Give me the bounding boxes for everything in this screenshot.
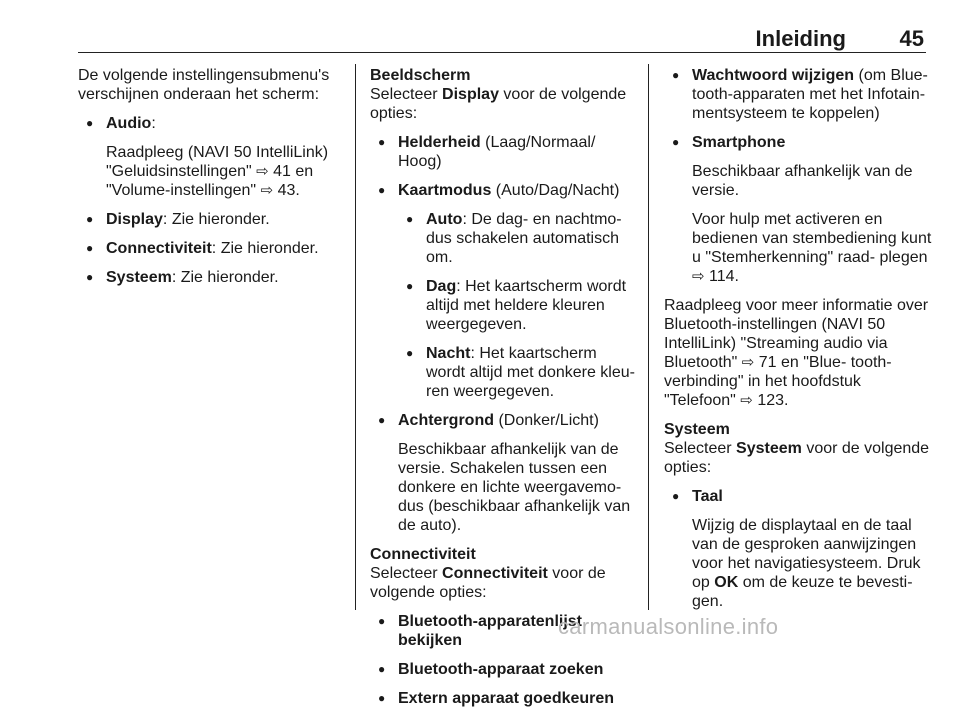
map-mode-desc: (Auto/Dag/Nacht) [491, 182, 620, 199]
list-item-audio [78, 114, 348, 133]
password-label: Wachtwoord wijzigen [692, 67, 855, 84]
auto-label: Auto [426, 211, 463, 228]
night-desc: : Het kaartscherm wordt altijd met donkere kleu- ren weergegeven. [426, 345, 635, 400]
audio-description [78, 143, 348, 200]
page-title: Inleiding [755, 26, 846, 51]
section-heading-system: Systeem [664, 421, 730, 438]
list-item-auto [370, 210, 636, 267]
bt-list-label: Bluetooth-apparatenlijst bekijken [398, 613, 583, 649]
list-item-ext-device [370, 689, 636, 708]
list-item-night [370, 344, 636, 401]
smartphone-label: Smartphone [692, 134, 786, 151]
brightness-desc: (Laag/Normaal/ Hoog) [398, 134, 596, 170]
conn-intro-c: voor de volgende opties: [370, 565, 606, 601]
connectivity-label: Connectiviteit [106, 240, 212, 257]
ref-arrow-icon[interactable]: ⇨ [260, 182, 274, 199]
list-item-map-mode [370, 181, 636, 200]
smartphone-text-1: Beschikbaar afhankelijk van de versie. [692, 163, 913, 199]
audio-label: Audio [106, 115, 152, 132]
connectivity-desc: : Zie hieronder. [211, 240, 319, 257]
page-number: 45 [899, 26, 924, 51]
list-item-day [370, 277, 636, 334]
audio-suffix: : [151, 115, 156, 132]
section-heading-display: Beeldscherm [370, 67, 471, 84]
language-label: Taal [692, 488, 723, 505]
column-divider [648, 64, 649, 610]
audio-desc-b: 41 en "Volume-instellingen" [106, 163, 314, 199]
sys-intro-c: voor de volgende opties: [664, 440, 930, 476]
audio-desc-c: 43. [273, 182, 300, 199]
connectivity-intro [370, 564, 636, 602]
language-text [664, 516, 936, 611]
column-1 [78, 66, 348, 297]
system-desc: : Zie hieronder. [171, 269, 279, 286]
ref-arrow-icon[interactable]: ⇨ [692, 268, 705, 285]
sp-text2-b: 114. [704, 268, 739, 285]
conn-intro-b: Connectiviteit [442, 565, 548, 582]
system-label: Systeem [106, 269, 172, 286]
bt-search-label: Bluetooth-apparaat zoeken [398, 661, 604, 678]
sys-intro-b: Systeem [736, 440, 802, 457]
background-label: Achtergrond [398, 412, 494, 429]
system-intro [664, 439, 936, 477]
list-item-system [78, 268, 348, 287]
ref-arrow-icon[interactable]: ⇨ [256, 163, 269, 180]
display-intro-a: Selecteer [370, 86, 443, 103]
column-3 [664, 66, 936, 621]
more-c: 123. [752, 392, 789, 409]
display-intro-b: Display [442, 86, 499, 103]
list-item-bt-search [370, 660, 636, 679]
more-a: Raadpleeg voor meer informatie over Bluetooth-instellingen (NAVI 50 IntelliLink) "Streaming audio via Bluetooth" [664, 297, 929, 371]
display-intro [370, 85, 636, 123]
brightness-label: Helderheid [398, 134, 481, 151]
watermark: carmanualsonline.info [558, 614, 779, 639]
day-label: Dag [426, 278, 457, 295]
list-item-background [370, 411, 636, 430]
more-b: 71 en "Blue- tooth-verbinding" in het hoofdstuk "Telefoon" [664, 354, 892, 409]
section-heading-connectivity: Connectiviteit [370, 546, 476, 563]
column-divider [355, 64, 356, 610]
sp-text2-a: Voor hulp met activeren en bedienen van stembediening kunt u "Stemherkenning" raad- plegen [692, 211, 932, 266]
background-desc: (Donker/Licht) [494, 412, 599, 429]
more-info-text [664, 296, 936, 410]
page-header [78, 26, 926, 53]
display-label: Display [106, 211, 163, 228]
password-desc: (om Blue- tooth-apparaten met het Infotain- mentsysteem te koppelen) [692, 67, 928, 122]
ref-arrow-icon[interactable]: ⇨ [741, 354, 755, 371]
background-text: Beschikbaar afhankelijk van de versie. Schakelen tussen een donkere en lichte weergavemo- dus (beschikbaar afhankelijk van de auto). [398, 441, 631, 534]
intro-text: De volgende instellingensubmenu's verschijnen onderaan het scherm: [78, 67, 330, 103]
list-item-connectivity [78, 239, 348, 258]
day-desc: : Het kaartscherm wordt altijd met heldere kleuren weergegeven. [426, 278, 627, 333]
list-item-brightness [370, 133, 636, 171]
ext-device-label: Extern apparaat goedkeuren [398, 690, 615, 707]
auto-desc: : De dag- en nachtmo- dus schakelen automatisch om. [426, 211, 622, 266]
lang-text-c: om de keuze te bevesti- gen. [692, 574, 913, 610]
list-item-language [664, 487, 936, 506]
display-intro-c: voor de volgende opties: [370, 86, 627, 122]
conn-intro-a: Selecteer [370, 565, 443, 582]
night-label: Nacht [426, 345, 471, 362]
list-item-password [664, 66, 936, 123]
sys-intro-a: Selecteer [664, 440, 737, 457]
display-desc: : Zie hieronder. [162, 211, 270, 228]
list-item-smartphone [664, 133, 936, 152]
audio-desc-a: Raadpleeg (NAVI 50 IntelliLink) "Geluidsinstellingen" [106, 144, 329, 180]
ref-arrow-icon[interactable]: ⇨ [740, 392, 753, 409]
lang-text-a: Wijzig de displaytaal en de taal van de gesproken aanwijzingen voor het navigatiesysteem. Druk op [692, 517, 921, 591]
lang-text-b: OK [714, 574, 739, 591]
map-mode-label: Kaartmodus [398, 182, 492, 199]
list-item-display [78, 210, 348, 229]
smartphone-text-2 [664, 210, 936, 286]
